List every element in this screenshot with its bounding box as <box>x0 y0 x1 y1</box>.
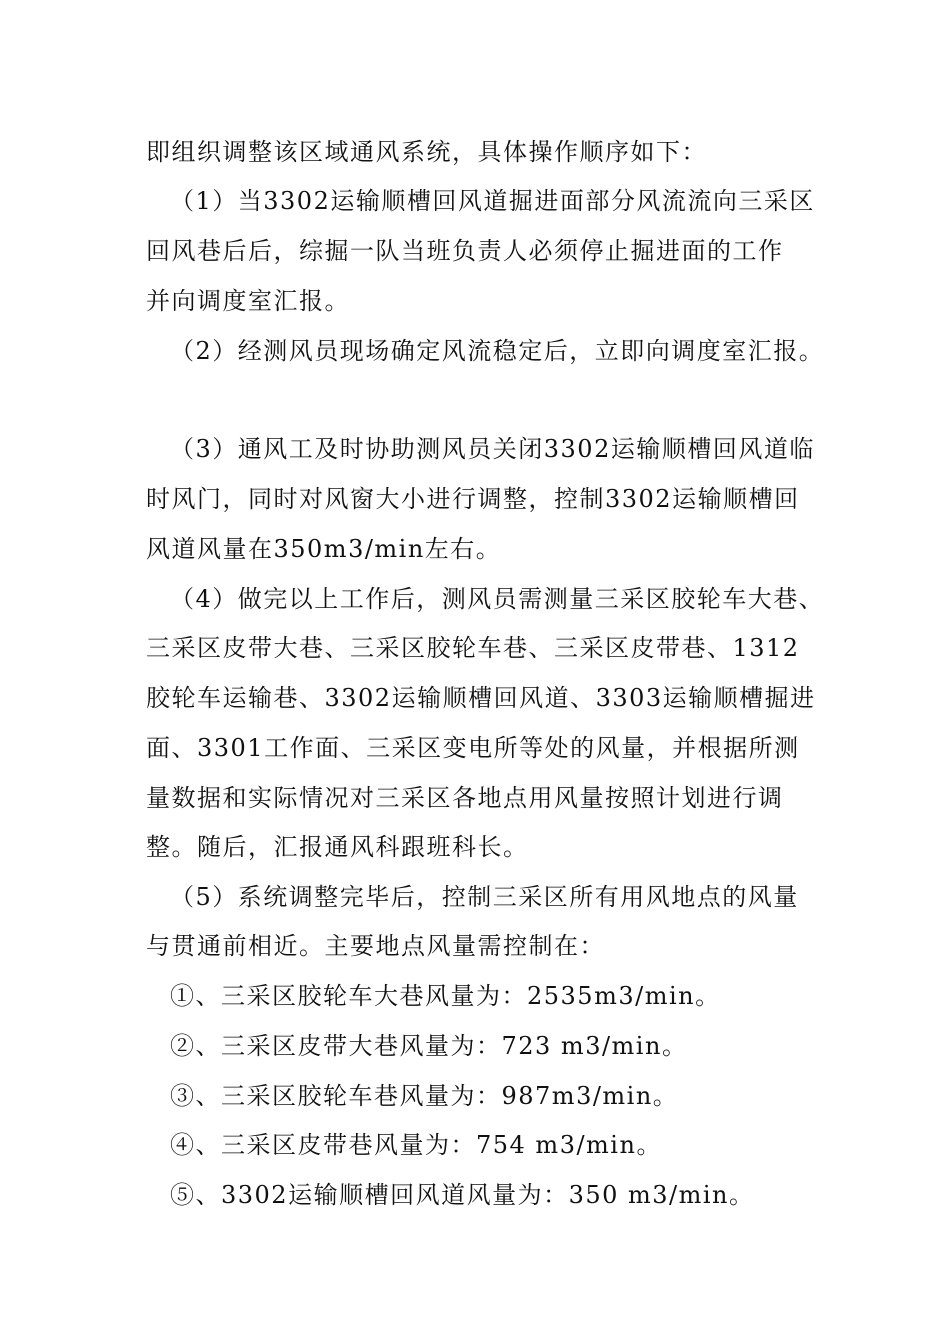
paragraph-step-1-line-2: 回风巷后后，综掘一队当班负责人必须停止掘进面的工作 <box>146 237 784 265</box>
paragraph-step-5-line-2: 与贯通前相近。主要地点风量需控制在： <box>146 932 605 960</box>
paragraph-step-4-line-3: 胶轮车运输巷、3302运输顺槽回风道、3303运输顺槽掘进 <box>146 684 816 712</box>
airflow-item-2: ②、三采区皮带大巷风量为：723 m3/min。 <box>170 1032 688 1060</box>
paragraph-step-1-line-1: （1）当3302运输顺槽回风道掘进面部分风流流向三采区 <box>170 187 815 215</box>
paragraph-step-4-line-1: （4）做完以上工作后，测风员需测量三采区胶轮车大巷、 <box>170 585 825 613</box>
airflow-item-1: ①、三采区胶轮车大巷风量为：2535m3/min。 <box>170 982 721 1010</box>
paragraph-step-4-line-6: 整。随后，汇报通风科跟班科长。 <box>146 833 529 861</box>
airflow-item-5: ⑤、3302运输顺槽回风道风量为：350 m3/min。 <box>170 1181 755 1209</box>
paragraph-step-3-line-2: 时风门，同时对风窗大小进行调整，控制3302运输顺槽回 <box>146 485 800 513</box>
paragraph-step-3-line-1: （3）通风工及时协助测风员关闭3302运输顺槽回风道临 <box>170 435 815 463</box>
paragraph-step-4-line-4: 面、3301工作面、三采区变电所等处的风量，并根据所测 <box>146 734 800 762</box>
paragraph-intro-line: 即组织调整该区域通风系统，具体操作顺序如下： <box>146 138 707 166</box>
paragraph-step-1-line-3: 并向调度室汇报。 <box>146 287 350 315</box>
airflow-item-4: ④、三采区皮带巷风量为：754 m3/min。 <box>170 1131 662 1159</box>
paragraph-step-5-line-1: （5）系统调整完毕后，控制三采区所有用风地点的风量 <box>170 883 799 911</box>
paragraph-step-3-line-3: 风道风量在350m3/min左右。 <box>146 535 502 563</box>
paragraph-step-2-line-1: （2）经测风员现场确定风流稳定后，立即向调度室汇报。 <box>170 337 825 365</box>
paragraph-step-4-line-5: 量数据和实际情况对三采区各地点用风量按照计划进行调 <box>146 784 784 812</box>
paragraph-step-4-line-2: 三采区皮带大巷、三采区胶轮车巷、三采区皮带巷、1312 <box>146 634 800 662</box>
airflow-item-3: ③、三采区胶轮车巷风量为：987m3/min。 <box>170 1082 679 1110</box>
